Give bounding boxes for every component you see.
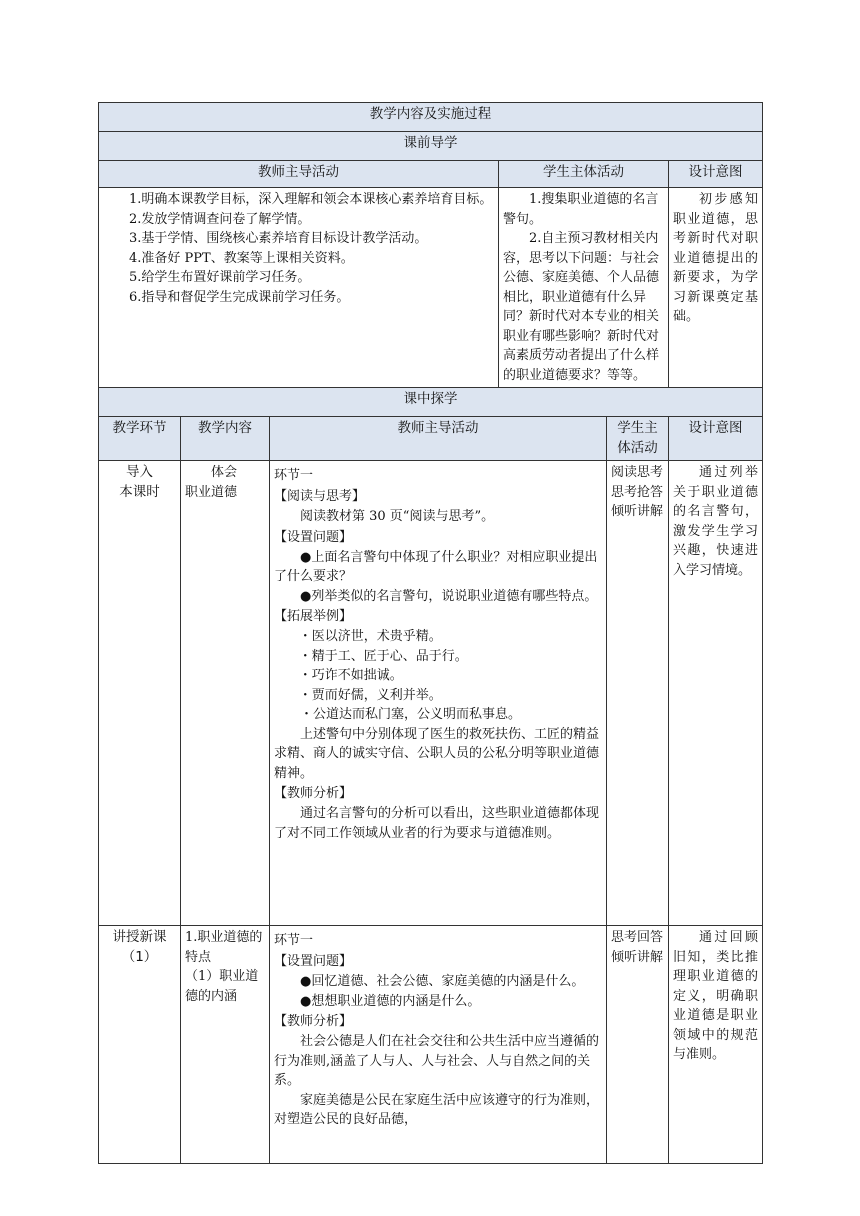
stage-cell-new-lesson: 讲授新课 （1） <box>99 926 181 1164</box>
mid-header-stage: 教学环节 <box>99 417 181 461</box>
link-title: 环节一 <box>274 933 314 948</box>
list-item: ・巧诈不如拙诚。 <box>298 668 403 683</box>
section-heading: 【阅读与思考】 <box>274 489 366 504</box>
student-cell-new-lesson: 思考回答 倾听讲解 <box>607 926 669 1164</box>
list-item: ・医以济世，术贵乎精。 <box>298 629 442 644</box>
content-cell-intro: 体会 职业道德 <box>181 461 270 926</box>
list-item: 4.准备好 PPT、教案等上课相关资料。 <box>129 250 354 266</box>
stage-cell-intro: 导入 本课时 <box>99 461 181 926</box>
pre-class-band: 课前导学 <box>99 132 763 161</box>
list-item: ・精于工、匠于心、品于行。 <box>298 648 468 664</box>
list-item: 3.基于学情、围绕核心素养培育目标设计教学活动。 <box>129 231 428 246</box>
section-heading: 【教师分析】 <box>274 1014 353 1029</box>
section-heading: 【设置问题】 <box>274 529 353 545</box>
teacher-cell-intro: 环节一 【阅读与思考】 阅读教材第 30 页“阅读与思考”。 【设置问题】 ●上面名言警句中体现了什么职业？对相应职业提出了什么要求？ ●列举类似的名言警句，说说职业道德有哪些特点。 【拓展举例】 ・医以济世，术贵乎精。 ・精于工、匠于心、品于行。 ・巧诈不如拙诚。 ・贾而好儒，义利并举。 ・公道达而私门塞，公义明而私事息。 上述警句中分别体现了医生的救死扶伤、工匠的精益求精、商人的诚实守信、公职人员的公私分明等职业道德精神。 【教师分析】 通过名言警句的分析可以看出，这些职业道德都体现了对不同工作领域从业者的行为要求与道德准则。 <box>270 461 607 926</box>
mid-header-intent: 设计意图 <box>669 417 763 461</box>
pre-teacher-activities <box>99 188 499 388</box>
list-item: 2.发放学情调查问卷了解学情。 <box>129 211 311 227</box>
section-heading: 【设置问题】 <box>274 954 353 969</box>
intent-cell-new-lesson: 通过回顾旧知，类比推理职业道德的定义，明确职业道德是职业领域中的规范与准则。 <box>669 926 763 1164</box>
list-item: 2.自主预习教材相关内容，思考以下问题：与社会公德、家庭美德、个人品德相比，职业道德有什么异同？新时代对本专业的相关职业有哪些影响？新时代对高素质劳动者提出了什么样的职业道德要求？等等。 <box>503 231 660 383</box>
pre-student-activities <box>499 188 669 388</box>
pre-design-intent: 初步感知职业道德，思考新时代对职业道德提出的新要求，为学习新课奠定基础。 <box>669 188 763 388</box>
list-item: ・公道达而私门塞，公义明而私事息。 <box>300 707 522 722</box>
section-heading: 【拓展举例】 <box>274 609 353 624</box>
list-item: 1.搜集职业道德的名言警句。 <box>503 192 659 227</box>
pre-header-teacher: 教师主导活动 <box>99 161 499 188</box>
list-item: ・贾而好儒，义利并举。 <box>298 687 442 703</box>
pre-header-student: 学生主体活动 <box>499 161 669 188</box>
in-class-band: 课中探学 <box>99 388 763 417</box>
mid-header-student: 学生主体活动 <box>607 417 669 461</box>
intent-cell-intro: 通过列举关于职业道德的名言警句，激发学生学习兴趣，快速进入学习情境。 <box>669 461 763 926</box>
student-cell-intro: 阅读思考 思考抢答 倾听讲解 <box>607 461 669 926</box>
link-title: 环节一 <box>274 468 314 483</box>
mid-header-content: 教学内容 <box>181 417 270 461</box>
content-cell-new-lesson: 1.职业道德的特点 （1）职业道德的内涵 <box>181 926 270 1164</box>
section-heading: 【教师分析】 <box>274 786 353 801</box>
list-item: 5.给学生布置好课前学习任务。 <box>129 270 311 285</box>
pre-header-intent: 设计意图 <box>669 161 763 188</box>
list-item: 6.指导和督促学生完成课前学习任务。 <box>129 289 350 305</box>
lesson-plan-table <box>98 102 763 1164</box>
list-item: 1.明确本课教学目标，深入理解和领会本课核心素养培育目标。 <box>129 192 493 207</box>
mid-header-teacher: 教师主导活动 <box>270 417 607 461</box>
teacher-cell-new-lesson: 环节一 【设置问题】 ●回忆道德、社会公德、家庭美德的内涵是什么。 ●想想职业道德的内涵是什么。 【教师分析】 社会公德是人们在社会交往和公共生活中应当遵循的行为准则,涵盖了人与人、人与社会、人与自然之间的关系。 家庭美德是公民在家庭生活中应该遵守的行为准则，对塑造公民的良好品德， <box>270 926 607 1164</box>
table-title: 教学内容及实施过程 <box>99 103 763 132</box>
